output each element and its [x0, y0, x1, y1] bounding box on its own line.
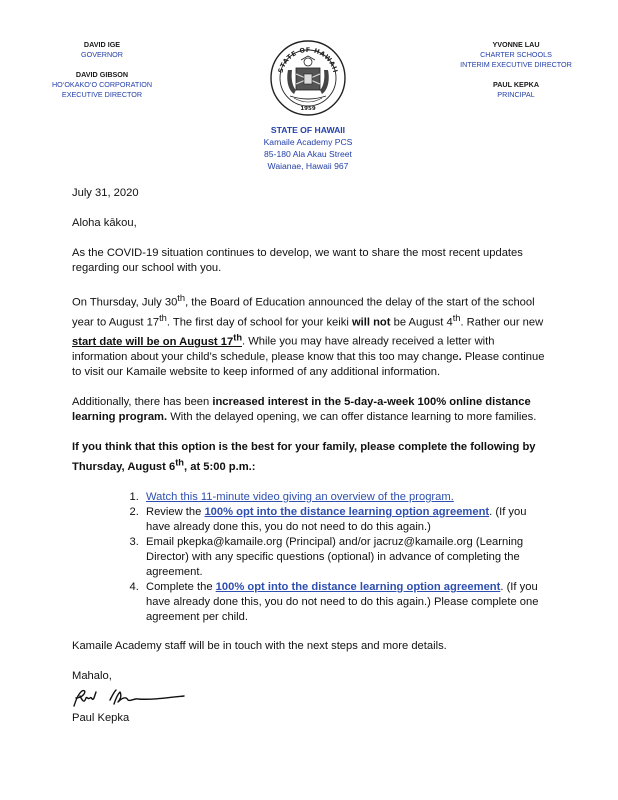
list-item: 4. Complete the 100% opt into the distance learning option agreement. (If you have already done this, you do not need to do this again.) Please complete one agreement per child.	[142, 580, 550, 625]
seal-year: 1959	[300, 106, 316, 112]
list-item: 3. Email pkepka@kamaile.org (Principal) and/or jacruz@kamaile.org (Learning Director) with any specific questions (optional) in advance of completing the agreement.	[142, 535, 550, 580]
state-name: STATE OF HAWAII	[270, 125, 346, 135]
list-item	[142, 490, 550, 505]
exec-title: INTERIM EXECUTIVE DIRECTOR	[460, 60, 572, 69]
signer-name: Paul Kepka	[72, 711, 130, 724]
governor-name: DAVID IGE	[83, 40, 121, 49]
video-link[interactable]: Watch this 11-minute video giving an overview of the program.	[146, 490, 454, 503]
steps-list	[72, 490, 550, 625]
exec-name: YVONNE LAU	[492, 40, 540, 49]
signature-icon	[70, 686, 190, 710]
principal-name: PAUL KEPKA	[492, 80, 540, 89]
state-seal-icon	[270, 40, 346, 116]
paragraph-delay: On Thursday, July 30th, the Board of Education announced the delay of the start of the school year to August 17th. The first day of school for your keiki will not be August 4th. Rather our new start date will be on August 17th. While you may have already received a letter with information about your child’s schedule, please know that this too may change. Please continue to visit our Kamaile website to keep informed of any additional information.	[72, 293, 545, 379]
director-org: HO‘OKAKO‘O CORPORATION	[51, 80, 153, 89]
agreement-link-review[interactable]: 100% opt into the distance learning option agreement	[204, 505, 490, 518]
letter-date: July 31, 2020	[72, 187, 139, 199]
school-name: Kamaile Academy PCS	[263, 137, 353, 147]
letter-closing: Mahalo,	[72, 669, 112, 682]
letter-body	[72, 186, 550, 726]
governor-title: GOVERNOR	[81, 50, 123, 59]
school-address	[240, 124, 376, 172]
header-left	[32, 40, 172, 100]
header-right	[446, 40, 586, 100]
seal-text: STATE OF HAWAII	[276, 45, 340, 74]
paragraph-closing-note: Kamaile Academy staff will be in touch with the next steps and more details.	[72, 639, 447, 652]
director-name: DAVID GIBSON	[75, 70, 129, 79]
letter-greeting: Aloha kākou,	[72, 217, 137, 229]
school-street: 85-180 Ala Akau Street	[264, 149, 352, 159]
agreement-link-complete[interactable]: 100% opt into the distance learning option agreement	[215, 580, 501, 593]
paragraph-intro: As the COVID-19 situation continues to develop, we want to share the most recent updates regarding our school with you.	[72, 247, 523, 274]
director-title: EXECUTIVE DIRECTOR	[61, 90, 143, 99]
list-item: 2. Review the 100% opt into the distance learning option agreement. (If you have already done this, you do not need to do this again.)	[142, 505, 550, 535]
paragraph-instructions: If you think that this option is the best for your family, please complete the following by Thursday, August 6th, at 5:00 p.m.:	[72, 441, 536, 473]
principal-title: PRINCIPAL	[497, 90, 535, 99]
school-city: Waianae, Hawaii 967	[267, 161, 349, 171]
exec-org: CHARTER SCHOOLS	[480, 50, 552, 59]
paragraph-distance-learning: Additionally, there has been increased interest in the 5-day-a-week 100% online distance learning program. With the delayed opening, we can offer distance learning to more families.	[72, 396, 537, 424]
